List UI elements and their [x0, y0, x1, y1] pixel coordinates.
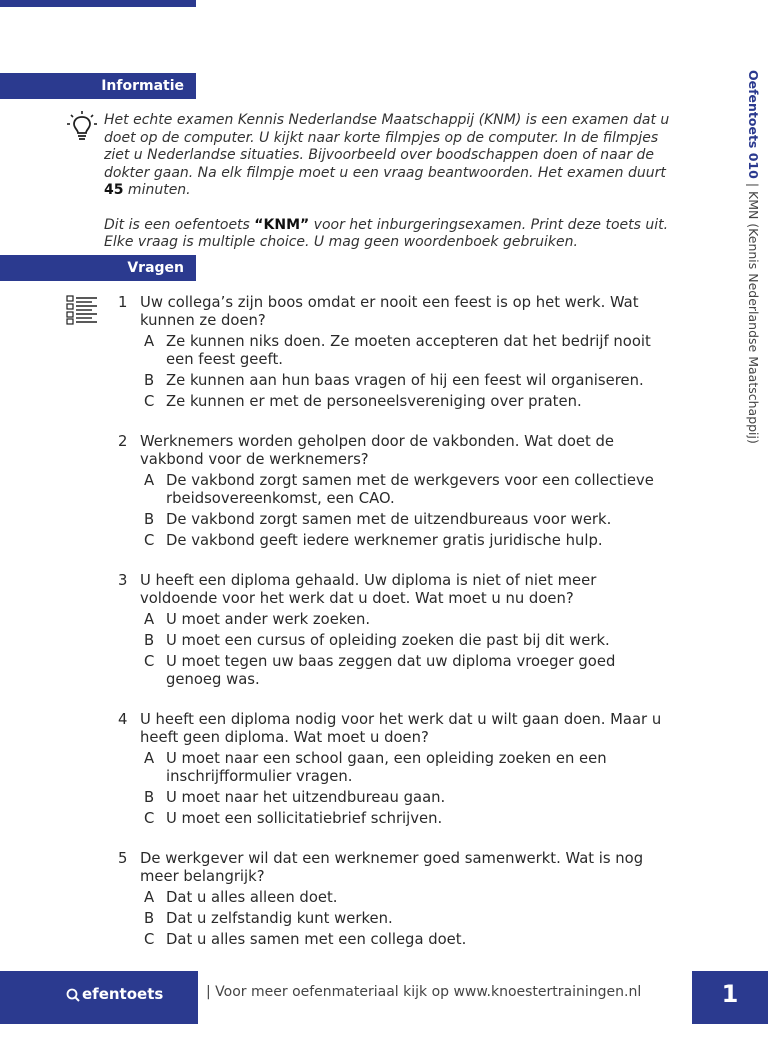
- option-a: [144, 750, 663, 786]
- side-label-subtitle: | KMN (Kennis Nederlandse Maatschappij): [746, 182, 761, 444]
- option-letter: C: [144, 653, 155, 670]
- question-number: 4: [118, 711, 128, 728]
- option-text: De vakbond zorgt samen met de werkgevers voor een collectieve rbeidsovereenkomst, een CAO.: [166, 472, 654, 507]
- intro-p2-end: voor het inburgeringsexamen. Print deze toets uit. Elke vraag is multiple choice. U mag geen woordenboek gebruiken.: [104, 216, 669, 250]
- intro-p1-text: Het echte examen Kennis Nederlandse Maatschappij (KNM) is een examen dat u doet op de computer. U kijkt naar korte filmpjes op de computer. In de filmpjes ziet u Nederlandse situaties. Bijvoorbeeld over boodschappen doen of naar de dokter gaan. Na elk filmpje moet u een vraag beantwoorden. Het examen duurt: [104, 112, 670, 181]
- option-text: De vakbond zorgt samen met de uitzendbureaus voor werk.: [166, 511, 612, 528]
- exam-duration: 45: [104, 182, 124, 198]
- option-c: [144, 931, 663, 949]
- option-b: [144, 372, 663, 390]
- page-number: 1: [692, 971, 768, 1024]
- option-text: U moet tegen uw baas zeggen dat uw diploma vroeger goed genoeg was.: [166, 653, 616, 688]
- question-4: [118, 711, 663, 828]
- option-letter: C: [144, 931, 155, 948]
- option-text: U moet naar een school gaan, een opleiding zoeken en een inschrijfformulier vragen.: [166, 750, 607, 785]
- top-accent-bar: [0, 0, 196, 7]
- option-letter: B: [144, 372, 155, 389]
- footer-brand: [0, 971, 198, 1049]
- option-text: Dat u alles alleen doet.: [166, 889, 338, 906]
- option-a: [144, 611, 663, 629]
- question-text: De werkgever wil dat een werknemer goed samenwerkt. Wat is nog meer belangrijk?: [140, 850, 644, 885]
- question-list: [118, 294, 663, 971]
- option-letter: B: [144, 632, 155, 649]
- questions-section-header: Vragen: [0, 255, 196, 281]
- intro-p1-end: minuten.: [123, 182, 191, 198]
- question-text: U heeft een diploma gehaald. Uw diploma is niet of niet meer voldoende voor het werk dat u doet. Wat moet u nu doen?: [140, 572, 597, 607]
- question-text: Uw collega’s zijn boos omdat er nooit een feest is op het werk. Wat kunnen ze doen?: [140, 294, 639, 329]
- option-text: U moet ander werk zoeken.: [166, 611, 371, 628]
- question-number: 1: [118, 294, 128, 311]
- option-c: [144, 532, 663, 550]
- info-section-header: Informatie: [0, 73, 196, 99]
- option-text: U moet een cursus of opleiding zoeken die past bij dit werk.: [166, 632, 610, 649]
- option-letter: A: [144, 333, 155, 350]
- question-number: 3: [118, 572, 128, 589]
- option-letter: C: [144, 810, 155, 827]
- side-label-title: Oefentoets 010: [746, 70, 761, 179]
- intro-p2-text: Dit is een oefentoets: [104, 216, 255, 233]
- option-c: [144, 653, 663, 689]
- question-text: U heeft een diploma nodig voor het werk dat u wilt gaan doen. Maar u heeft geen diploma. Wat moet u doen?: [140, 711, 662, 746]
- option-text: Dat u zelfstandig kunt werken.: [166, 910, 393, 927]
- option-text: Ze kunnen er met de personeelsvereniging over praten.: [166, 393, 582, 410]
- option-b: [144, 632, 663, 650]
- lightbulb-icon: [66, 110, 98, 142]
- option-b: [144, 910, 663, 928]
- intro-paragraph-1: [104, 112, 674, 200]
- option-letter: B: [144, 511, 155, 528]
- intro-text: [104, 112, 674, 269]
- option-letter: A: [144, 472, 155, 489]
- option-text: Ze kunnen niks doen. Ze moeten accepteren dat het bedrijf nooit een feest geeft.: [166, 333, 651, 368]
- question-5: [118, 850, 663, 949]
- option-b: [144, 789, 663, 807]
- option-text: Dat u alles samen met een collega doet.: [166, 931, 467, 948]
- question-2: [118, 433, 663, 550]
- option-letter: B: [144, 789, 155, 806]
- option-letter: C: [144, 532, 155, 549]
- checklist-icon: [66, 295, 98, 325]
- exam-name: “KNM”: [254, 216, 310, 233]
- option-letter: B: [144, 910, 155, 927]
- option-letter: A: [144, 889, 155, 906]
- side-label: [744, 70, 762, 490]
- footer-brand-text: efentoets 010: [66, 985, 164, 1049]
- question-number: 5: [118, 850, 128, 867]
- question-3: [118, 572, 663, 689]
- option-c: [144, 810, 663, 828]
- footer-text: | Voor meer oefenmateriaal kijk op www.knoestertrainingen.nl: [206, 984, 642, 1000]
- option-c: [144, 393, 663, 411]
- magnifier-icon: [66, 988, 80, 1002]
- question-1: [118, 294, 663, 411]
- option-a: [144, 472, 663, 508]
- option-b: [144, 511, 663, 529]
- option-letter: A: [144, 611, 155, 628]
- option-letter: C: [144, 393, 155, 410]
- question-text: Werknemers worden geholpen door de vakbonden. Wat doet de vakbond voor de werknemers?: [140, 433, 614, 468]
- option-letter: A: [144, 750, 155, 767]
- option-text: U moet een sollicitatiebrief schrijven.: [166, 810, 443, 827]
- option-text: De vakbond geeft iedere werknemer gratis juridische hulp.: [166, 532, 603, 549]
- option-a: [144, 333, 663, 369]
- option-text: U moet naar het uitzendbureau gaan.: [166, 789, 446, 806]
- intro-paragraph-2: [104, 217, 674, 252]
- question-number: 2: [118, 433, 128, 450]
- option-a: [144, 889, 663, 907]
- option-text: Ze kunnen aan hun baas vragen of hij een feest wil organiseren.: [166, 372, 644, 389]
